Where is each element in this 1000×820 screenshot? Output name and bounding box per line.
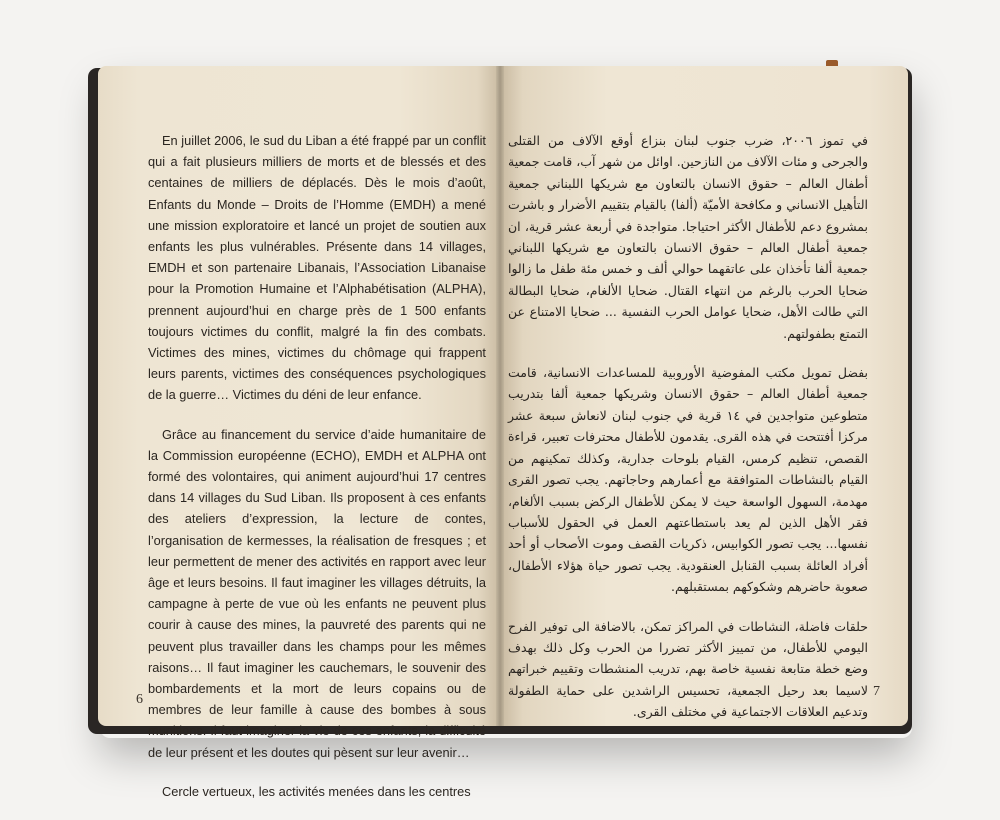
left-paragraph-2: Grâce au financement du service d’aide humanitaire de la Commission européenne (ECHO), EMDH et ALPHA ont formé des volontaires, qui animent aujourd’hui 17 centres dans 14 villages du Sud Liban. Ils proposent à ces enfants des ateliers d’expression, la lecture de contes, l’organisation de kermesses, la réalisation de fresques ; et leur permettent de mener des activités en rapport avec leur âge et leurs besoins. Il faut imaginer les villages détruits, la campagne à perte de vue où les enfants ne peuvent plus courir à cause des mines, la pauvreté des parents qui ne peuvent plus travailler dans les champs pour les mêmes raisons… Il faut imaginer les cauchemars, le souvenir des bombardements et la mort de leurs copains ou de membres de leur famille à cause des bombes à sous munitions. Il faut imaginer la vie de ces enfants, la difficulté de leur présent et les doutes qui pèsent sur leur avenir… (148, 426, 486, 760)
right-page-text (508, 130, 868, 741)
right-paragraph-3: حلقات فاضلة، النشاطات في المراكز تمكن، بالاضافة الى توفير الفرح اليومي للأطفال، من تمييز الأكثر تضررا من الحرب وكل ذلك بهدف وضع خطة متابعة نفسية خاصة بهم، تدريب المنشطات وتقييم خبراتهم لاسيما بعد رحيل الجمعية، تحسيس الراشدين على حماية الطفولة وتدعيم العلاقات الاجتماعية في مختلف القرى. (508, 618, 868, 720)
right-paragraph-2: بفضل تمويل مكتب المفوضية الأوروبية للمساعدات الانسانية، قامت جمعية أطفال العالم – حقوق الانسان وشريكها جمعية ألفا بتدريب متطوعين متواجدين في ١٤ قرية في جنوب لبنان لانعاش سبعة عشر مركزا أفتتحت في هذه القرى. يقدمون للأطفال محترفات تعبير، قراءة القصص، تنظيم كرمس، القيام بلوحات جدارية، وكذلك تمكينهم من القيام بالنشاطات المتوافقة مع أعمارهم وحاجاتهم. يجب تصور القرى مهدمة، السهول الواسعة حيث لا يمكن للأطفال الركض بسبب الألغام، فقر الأهل الذين لم يعد باستطاعتهم العمل في الحقول للأسباب نفسها... يجب تصور الكوابيس، ذكريات القصف وموت الأصحاب أو أحد أفراد العائلة بسبب القنابل العنقودية. يجب تصور حياة هؤلاء الأطفال، صعوبة حاضرهم وشكوكهم بمستقبلهم. (508, 365, 868, 595)
left-page-number: 6 (136, 692, 143, 707)
right-paragraph-1: في تموز ٢٠٠٦، ضرب جنوب لبنان بنزاع أوقع الآلاف من القتلى والجرحى و مئات الآلاف من النازحين. اوائل من شهر آب، قامت جمعية أطفال العالم – حقوق الانسان بالتعاون مع شريكها اللبناني جمعية التأهيل الانساني و مكافحة الأميّة (ألفا) بالقيام بتقييم الأضرار و باشرت بمشروع دعم للأطفال الأكثر احتياجا. متواجدة في أربعة عشر قرية، ان جمعية أطفال العالم – حقوق الانسان بالتعاون مع شريكها اللبناني جمعية ألفا تأخذان على عاتقهما حوالي ألف و خمس مئة طفل ما زالوا ضحايا الحرب بالرغم من انتهاء القتال. ضحايا الألغام، ضحايا البطالة التي طالت الأهل، ضحايا عوامل الحرب النفسية ... ضحايا الامتناع عن التمتع بطفولتهم. (508, 133, 868, 341)
left-paragraph-3: Cercle vertueux, les activités menées dans les centres (162, 783, 471, 799)
left-page-text (148, 130, 486, 820)
left-paragraph-1: En juillet 2006, le sud du Liban a été frappé par un conflit qui a fait plusieurs milliers de morts et de blessés et des centaines de milliers de déplacés. Dès le mois d’août, Enfants du Monde – Droits de l’Homme (EMDH) a mené une mission exploratoire et lancé un projet de soutien aux enfants les plus vulnérables. Présente dans 14 villages, EMDH et son partenaire Libanais, l’Association Libanaise pour la Promotion Humaine et l’Alphabétisation (ALPHA), prennent aujourd’hui en charge près de 1 500 enfants toujours victimes du conflit, malgré la fin des combats. Victimes des mines, victimes du chômage qui frappent leurs parents, victimes des conséquences psychologiques de la guerre… Victimes du déni de leur enfance. (148, 133, 486, 403)
book-gutter (496, 66, 504, 726)
right-page-number: 7 (873, 684, 880, 699)
